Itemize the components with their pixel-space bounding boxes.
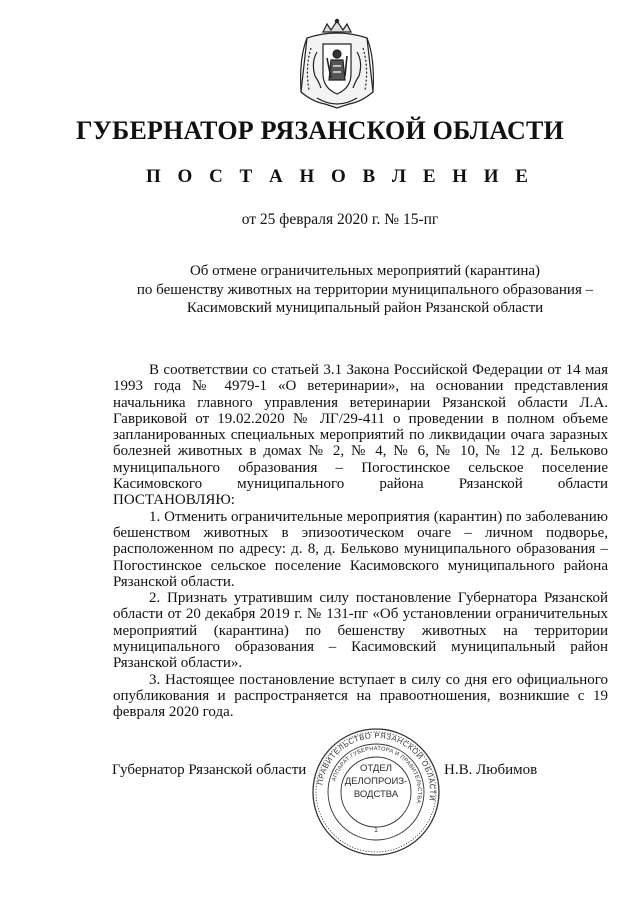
issuer-title: ГУБЕРНАТОР РЯЗАНСКОЙ ОБЛАСТИ	[76, 116, 564, 145]
document-type: П О С Т А Н О В Л Е Н И Е	[146, 166, 534, 187]
body-paragraph-preamble: В соответствии со статьей 3.1 Закона Российской Федерации от 14 мая 1993 года № 4979-1 «О ветеринарии», на основании представления начальника главного управления ветеринарии Рязанской области Л.А. Гавриковой от 19.02.2020 № ЛГ/29-411 о проведении в полном объеме запланированных специальных мероприятий по ликвидации очага заразных болезней животных в домах № 2, № 4, № 6, № 10, № 12 д. Бельково муниципального образования – Погостинское сельское поселение Касимовского муниципального района Рязанской области ПОСТАНОВЛЯЮ:	[113, 362, 608, 509]
signatory-title: Губернатор Рязанской области	[112, 762, 307, 778]
stamp-center-line: ОТДЕЛ	[360, 763, 392, 774]
stamp-center-text	[310, 762, 442, 801]
stamp-center-line: ВОДСТВА	[353, 789, 399, 800]
document-subject	[120, 262, 610, 318]
coat-of-arms-emblem	[289, 18, 385, 110]
stamp-outer-text: ПРАВИТЕЛЬСТВО РЯЗАНСКОЙ ОБЛАСТИ	[315, 730, 438, 802]
official-stamp	[310, 726, 442, 858]
document-date-number: от 25 февраля 2020 г. № 15-пг	[241, 211, 439, 228]
body-paragraph-item-1: 1. Отменить ограничительные мероприятия (карантин) по заболеванию бешенством животных в эпизоотическом очаге – личном подворье, расположенном по адресу: д. 8, д. Бельково муниципального образования – Погостинское сельское поселение Касимовского муниципального района Рязанской области.	[113, 508, 608, 590]
stamp-number: 1	[374, 827, 378, 834]
subject-line: Об отмене ограничительных мероприятий (карантина)	[189, 263, 541, 279]
body-paragraph-item-3: 3. Настоящее постановление вступает в силу со дня его официального опубликования и распространяется на правоотношения, возникшие с 19 февраля 2020 года.	[113, 671, 608, 721]
signatory-name: Н.В. Любимов	[444, 762, 538, 778]
subject-line: по бешенству животных на территории муниципального образования –	[136, 281, 594, 298]
stamp-center-line: ДЕЛОПРОИЗ-	[344, 776, 408, 787]
subject-line: Касимовский муниципальный район Рязанской области	[186, 300, 544, 316]
stamp-inner-text: АППАРАТ ГУБЕРНАТОРА И ПРАВИТЕЛЬСТВА	[331, 745, 423, 804]
body-paragraph-item-2: 2. Признать утратившим силу постановление Губернатора Рязанской области от 20 декабря 2019 г. № 131-пг «Об установлении ограничительных мероприятий (карантина) по бешенству животных на территории муниципального образования – Касимовский муниципальный район Рязанской области».	[113, 590, 608, 672]
document-body	[113, 362, 608, 721]
